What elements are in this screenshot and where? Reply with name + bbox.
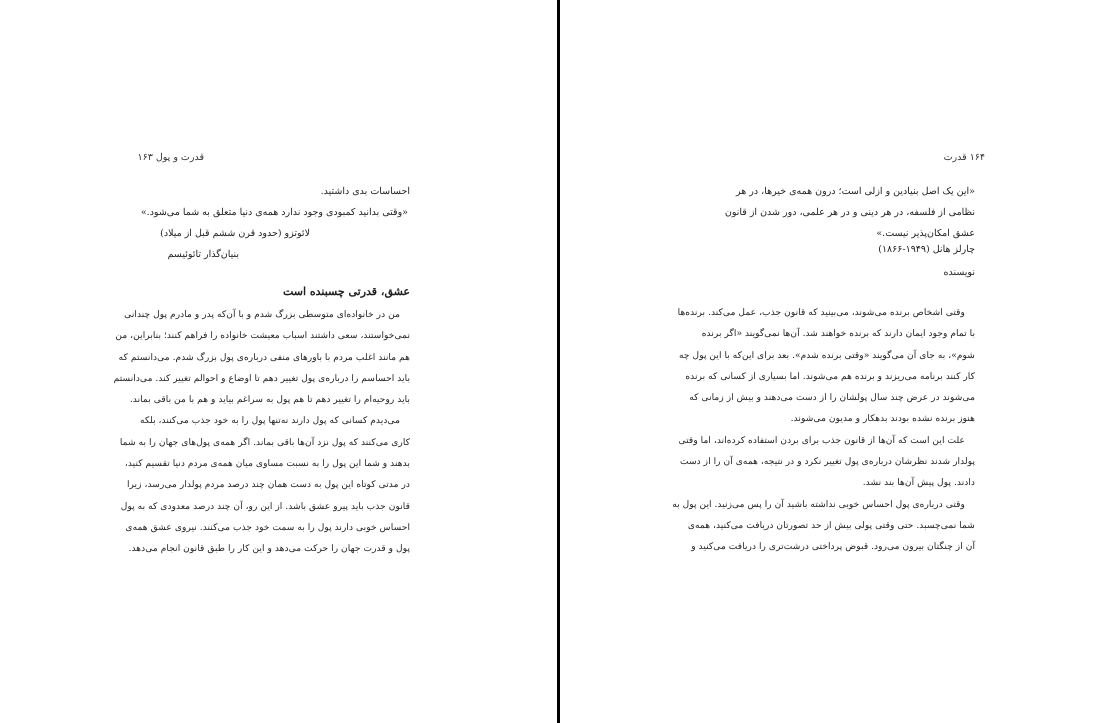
body-line: می‌شوند در عرض چند سال پولشان را از دست می‌دهند و بیش از زمانی که bbox=[689, 392, 975, 404]
body-line: من در خانواده‌ای متوسطی بزرگ شدم و با آن‌که پدر و مادرم پول چندانی bbox=[124, 309, 400, 320]
quote-line: «این یک اصل بنیادین و ازلی است؛ درون همه‌ی خیرها، در هر bbox=[736, 186, 975, 197]
intro-line: احساسات بدی داشتید. bbox=[320, 186, 410, 197]
body-line: کاری می‌کنند که پول نزد آن‌ها باقی بماند. اگر همه‌ی پول‌های جهان را به شما bbox=[119, 436, 410, 448]
body-line: بدهند و شما این پول را به نسبت مساوی میان همه‌ی مردم دنیا تقسیم کنید، bbox=[124, 458, 410, 470]
body-text bbox=[113, 304, 410, 560]
intro-block bbox=[140, 181, 410, 265]
body-line: قانون جذب باید پیرو عشق باشد. از این رو، آن چند درصد معدودی که به پول bbox=[120, 500, 410, 512]
section-heading: عشق، قدرتی چسبنده است bbox=[282, 285, 410, 298]
body-line: آن از چنگتان بیرون می‌رود. قبوض پرداختی درشت‌تری را دریافت می‌کنید و bbox=[691, 541, 975, 553]
author-title: نویسنده bbox=[943, 267, 975, 278]
quote-line: نظامی از فلسفه، در هر دینی و در هر علمی، دور شدن از قانون bbox=[724, 207, 975, 218]
quote-line: عشق امکان‌پذیر نیست.» bbox=[876, 228, 975, 239]
epigraph-quote bbox=[725, 181, 975, 244]
body-line: پولدار شدند نظرشان درباره‌ی پول تغییر نکرد و در نتیجه، همه‌ی آن را از دست bbox=[679, 456, 975, 468]
body-line: دادند. پول پیش آن‌ها بند نشد. bbox=[862, 477, 975, 489]
page-header: قدرت و پول ۱۶۳ bbox=[137, 152, 204, 163]
body-line: کار کنند برنامه می‌ریزند و برنده هم می‌شوند. اما بسیاری از کسانی که برنده bbox=[685, 370, 975, 382]
body-line: می‌دیدم کسانی که پول دارند نه‌تنها پول را به خود جذب می‌کنند، بلکه bbox=[140, 415, 400, 427]
body-line: علت این است که آن‌ها از قانون جذب برای بردن استفاده کرده‌اند، اما وقتی bbox=[678, 434, 965, 446]
body-line: باید احساسم را درباره‌ی پول تغییر دهم تا اوضاع و احوالم تغییر کند. می‌دانستم bbox=[113, 372, 410, 384]
body-line: هم مانند اغلب مردم با باورهای منفی درباره‌ی پول بزرگ شدم. می‌دانستم که bbox=[118, 351, 410, 363]
body-line: احساس خوبی دارند پول را به سمت خود جذب می‌کنند. نیروی عشق همه‌ی bbox=[125, 521, 410, 533]
body-line: شما نمی‌چسبد. حتی وقتی پولی بیش از حد تصورتان دریافت می‌کنید، همه‌ی bbox=[687, 519, 975, 531]
page-header: ۱۶۴ قدرت bbox=[943, 152, 985, 163]
quote-line: «وقتی بدانید کمبودی وجود ندارد همه‌ی دنیا متعلق به شما می‌شود.» bbox=[140, 207, 408, 218]
body-line: وقتی اشخاص برنده می‌شوند، می‌بینید که قانون جذب، عمل می‌کند. برنده‌ها bbox=[677, 307, 965, 318]
body-line: در مدتی کوتاه این پول به دست همان چند درصد مردم پولدار می‌رسد، زیرا bbox=[126, 479, 410, 491]
body-line: با تمام وجود ایمان دارند که برنده خواهند شد. آن‌ها نمی‌گویند «اگر برنده bbox=[701, 328, 975, 340]
epigraph-author bbox=[725, 238, 975, 284]
quote-author: چارلز هانل (۱۹۴۹-۱۸۶۶) bbox=[878, 244, 975, 255]
body-line: پول و قدرت جهان را حرکت می‌دهد و این کار را طبق قانون انجام می‌دهد. bbox=[128, 543, 410, 555]
body-text bbox=[672, 302, 975, 558]
book-spine-divider bbox=[557, 0, 560, 723]
body-line: باید روحیه‌ام را تغییر دهم تا هم پول به سراغم بیاید و هم با من باقی بماند. bbox=[129, 394, 410, 406]
body-line: وقتی درباره‌ی پول احساس خوبی نداشته باشید آن را پس می‌زنید. این پول به bbox=[672, 498, 965, 510]
body-line: شوم»، به جای آن می‌گویند «وقتی برنده شدم». بعد برای این‌که با این پول چه bbox=[679, 349, 975, 361]
left-page bbox=[0, 0, 557, 723]
right-page bbox=[561, 0, 1115, 723]
body-line: نمی‌خواستند، سعی داشتند اسباب معیشت خانواده را فراهم کنند؛ بنابراین، من bbox=[115, 330, 410, 342]
author-title: بنیان‌گذار تائوئیسم bbox=[167, 249, 239, 260]
body-line: هنوز برنده نشده بودند بدهکار و مدیون می‌شوند. bbox=[790, 413, 975, 425]
quote-author: لائوتزو (حدود قرن ششم قبل از میلاد) bbox=[160, 228, 310, 239]
